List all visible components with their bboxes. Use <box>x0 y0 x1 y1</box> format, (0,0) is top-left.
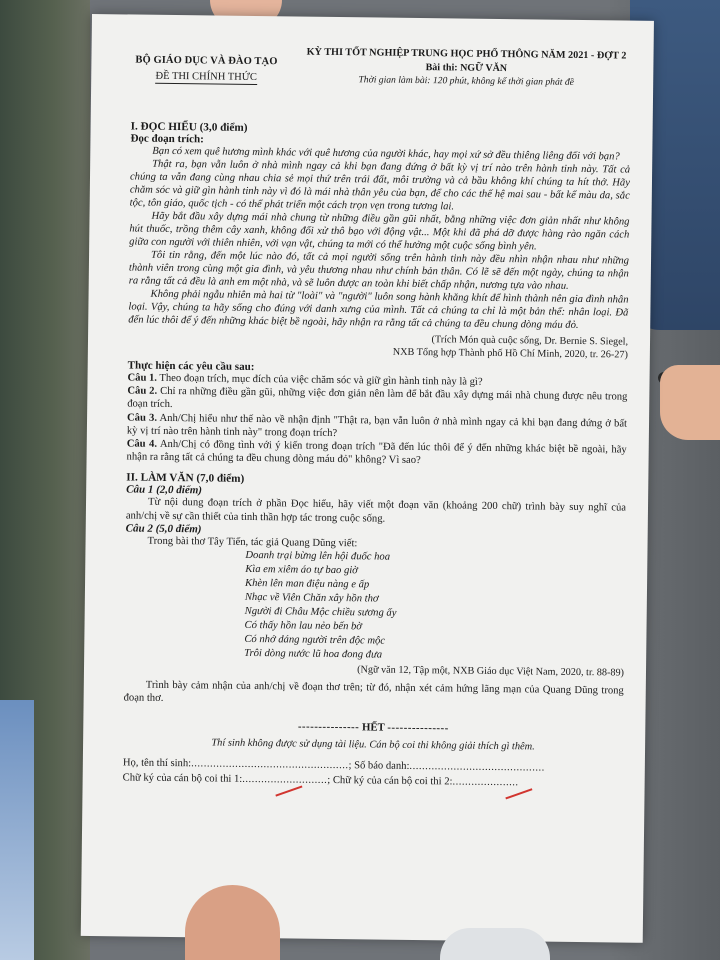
proctor-signature-field <box>123 773 623 790</box>
ministry-name: BỘ GIÁO DỤC VÀ ĐÀO TẠO <box>135 54 278 68</box>
excerpt-label: Đọc đoạn trích: <box>130 132 204 146</box>
poem-line: Người đi Châu Mộc chiều sương ấy <box>244 605 397 619</box>
question-number: Câu 2. <box>127 385 158 398</box>
excerpt-paragraph: Thật ra, bạn vẫn luôn ở nhà mình ngay cả khi bạn đang đứng ở bất kỳ vị trí nào trên hành tinh này. Tất cả chúng ta vẫn đang cùng nhau chia sẻ mọi thứ trên trái đất, môi trường và cả bầu không khí chúng ta hít thở. Hãy chăm sóc và giữ gìn hành tinh này vì đó là mái nhà thân yêu của bạn, để cho các thế hệ mai sau - bất kể màu da, sắc tộc, tôn giáo, quốc tịch - có thể phát triển một cách trọn vẹn trong tương lai. <box>129 158 631 213</box>
writing-q1-text: Từ nội dung đoạn trích ở phần Đọc hiểu, hãy viết một đoạn văn (khoảng 200 chữ) trình bày suy nghĩ của anh/chị về sự cần thiết của tinh thần hợp tác trong cuộc sống. <box>125 497 627 525</box>
excerpt-paragraph: Tôi tin rằng, đến một lúc nào đó, tất cả mọi người sống trên hành tinh này đều nhìn nhận nhau như những thành viên trong cùng một gia đình, và yêu thương nhau như chính bản thân. Có lẽ sẽ đến một ngày, chúng ta nhận ra rằng tất cả đều là anh em một nhà, và sẽ luôn được an toàn khi biết chấp nhận, nương tựa vào nhau. <box>128 249 630 292</box>
writing-q2-task: Trình bày cảm nhận của anh/chị về đoạn thơ trên; từ đó, nhận xét cảm hứng lãng mạn của Quang Dũng trong đoạn thơ. <box>123 679 624 705</box>
poem-line: Doanh trại bừng lên hội đuốc hoa <box>245 549 391 563</box>
white-shoe <box>440 928 550 960</box>
fill-dots: ........................... <box>242 774 328 787</box>
excerpt-source <box>128 329 628 361</box>
end-dashes: --------------- <box>387 722 449 735</box>
official-label: ĐỀ THI CHÍNH THỨC <box>155 70 257 84</box>
poem-line: Nhạc về Viên Chăn xây hồn thơ <box>244 591 379 605</box>
proctor-2-label: ; Chữ ký của cán bộ coi thi 2: <box>327 775 453 788</box>
question-number: Câu 3. <box>127 412 158 424</box>
excerpt-paragraph: Hãy bắt đầu xây dựng mái nhà chung từ những điều gần gũi nhất, bằng những việc đơn giản nhất như không hút thuốc, trồng thêm cây xanh, không đối xử thô bạo với động vật... Một khi đã phá dỡ được hàng rào ngăn cách giữa con người với thiên nhiên, với vạn vật, chúng ta mới có thể hưởng một cuộc sống bình yên. <box>129 210 630 253</box>
blue-object <box>0 700 34 960</box>
exam-note: Thí sinh không được sử dụng tài liệu. Cán bộ coi thi không giải thích gì thêm. <box>211 737 535 753</box>
end-marker <box>123 719 623 737</box>
candidate-number-label: ; Số báo danh: <box>348 760 410 773</box>
end-dashes: --------------- <box>297 721 360 734</box>
fill-dots: .................................................. <box>191 758 349 772</box>
proctor-1-label: Chữ ký của cán bộ coi thi 1: <box>122 772 243 786</box>
question-number: Câu 4. <box>126 438 158 450</box>
exam-subject: Bài thi: NGỮ VĂN <box>425 62 508 75</box>
exam-time: Thời gian làm bài: 120 phút, không kể thời gian phát đề <box>358 74 574 88</box>
exam-title: KỲ THI TỐT NGHIỆP TRUNG HỌC PHỔ THÔNG NĂM 2021 - ĐỢT 2 <box>306 46 627 62</box>
excerpt-paragraph: Bạn có xem quê hương mình khác với quê hương của người khác, hay mọi xứ sở đều thiêng liêng đối với bạn? <box>152 145 620 163</box>
excerpt-paragraph: Không phải ngẫu nhiên mà hai từ "loài" và "người" luôn song hành khăng khít để hình thành nên gia đình nhân loại. Vậy, chúng ta hãy sống cho đúng với danh xưng của mình. Tất cả chúng ta chỉ là một bản thể: nhân loại. Đã đến lúc thôi để ý đến những khác biệt bề ngoài, hãy nhận ra rằng tất cả chúng ta đều chung dòng máu đỏ. <box>128 288 629 331</box>
question-text: Chỉ ra những điều gần gũi, những việc đơn giản nên làm để bắt đầu xây dựng mái nhà chung được nêu trong đoạn trích. <box>127 386 628 411</box>
poem-line: Có nhớ dáng người trên độc mộc <box>244 633 386 647</box>
writing-q1-title: Câu 1 (2,0 điểm) <box>126 483 203 497</box>
exam-paper <box>81 14 654 943</box>
question-text: Anh/Chị có đồng tình với ý kiến trong đoạn trích "Đã đến lúc thôi để ý đến những khác biệt bề ngoài, hãy nhận ra rằng tất cả chúng ta đều chung dòng máu đỏ" không? Vì sao? <box>126 438 627 467</box>
end-label: HẾT <box>361 721 385 735</box>
question-4 <box>127 437 627 470</box>
poem-line: Khèn lên man điệu nàng e ấp <box>244 577 370 591</box>
foot <box>660 365 720 440</box>
candidate-name-label: Họ, tên thí sinh: <box>122 757 192 770</box>
writing-q2-intro: Trong bài thơ Tây Tiến, tác giả Quang Dũng viết: <box>147 535 358 550</box>
writing-q2-title: Câu 2 (5,0 điểm) <box>125 522 202 536</box>
source-line: NXB Tổng hợp Thành phố Hồ Chí Minh, 2020, tr. 26-27) <box>392 346 628 361</box>
poem-line: Có thấy hồn lau nẻo bến bờ <box>244 619 363 633</box>
tasks-title: Thực hiện các yêu cầu sau: <box>127 359 255 374</box>
poem-line: Trôi dòng nước lũ hoa đong đưa <box>244 647 383 661</box>
reading-section-title: I. ĐỌC HIỂU (3,0 điểm) <box>130 120 248 134</box>
poem <box>244 549 625 666</box>
poem-line: Kìa em xiêm áo tự bao giờ <box>245 563 358 577</box>
candidate-name-field <box>123 758 623 775</box>
question-text: Theo đoạn trích, mục đích của việc chăm sóc và giữ gìn hành tinh này là gì? <box>156 372 483 388</box>
writing-section-title: II. LÀM VĂN (7,0 điểm) <box>126 471 245 486</box>
exam-header <box>131 44 632 118</box>
question-number: Câu 1. <box>127 372 158 384</box>
poem-source: (Ngữ văn 12, Tập một, NXB Giáo dục Việt Nam, 2020, tr. 88-89) <box>357 664 625 679</box>
fill-dots: ..................... <box>452 776 519 789</box>
question-text: Anh/Chị hiểu như thế nào về nhận định "Thật ra, bạn vẫn luôn ở nhà mình ngay cả khi bạn đang đứng ở bất kỳ vị trí nào trên hành tinh này" trong đoạn trích? <box>126 412 628 439</box>
fill-dots: ........................................... <box>409 761 545 775</box>
source-line: (Trích Món quà cuộc sống, Dr. Bernie S. Siegel, <box>431 334 629 348</box>
